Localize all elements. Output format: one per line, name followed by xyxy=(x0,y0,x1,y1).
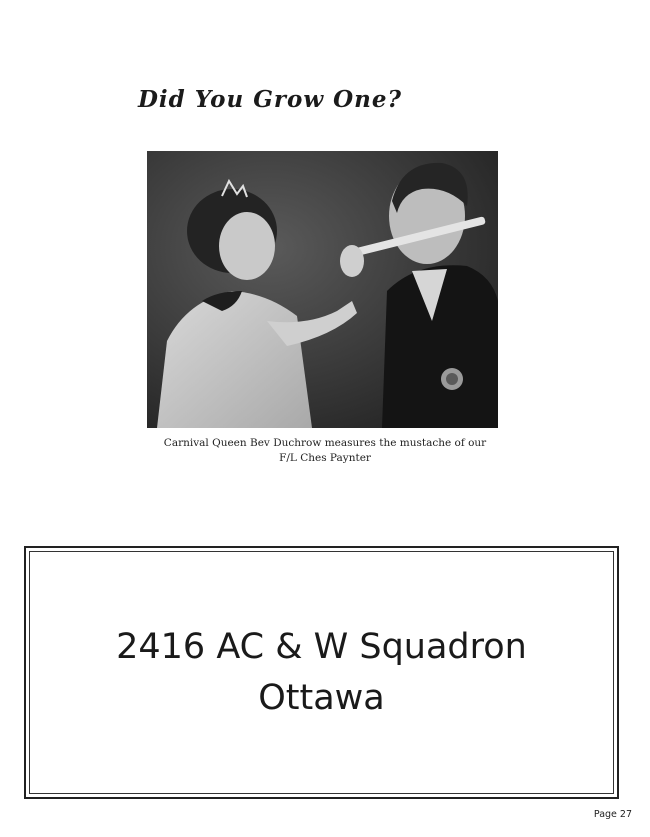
squadron-title: 2416 AC & W Squadron xyxy=(116,627,527,667)
squadron-location: Ottawa xyxy=(258,678,385,718)
page-headline: Did You Grow One? xyxy=(137,86,403,113)
caption-line-2: F/L Ches Paynter xyxy=(279,452,371,464)
photo-illustration xyxy=(147,151,498,428)
page-number: Page 27 xyxy=(593,809,632,820)
caption-line-1: Carnival Queen Bev Duchrow measures the mustache of our xyxy=(163,437,487,449)
photo-caption xyxy=(140,436,510,466)
photograph xyxy=(147,151,498,428)
title-box-inner-border xyxy=(29,551,614,794)
